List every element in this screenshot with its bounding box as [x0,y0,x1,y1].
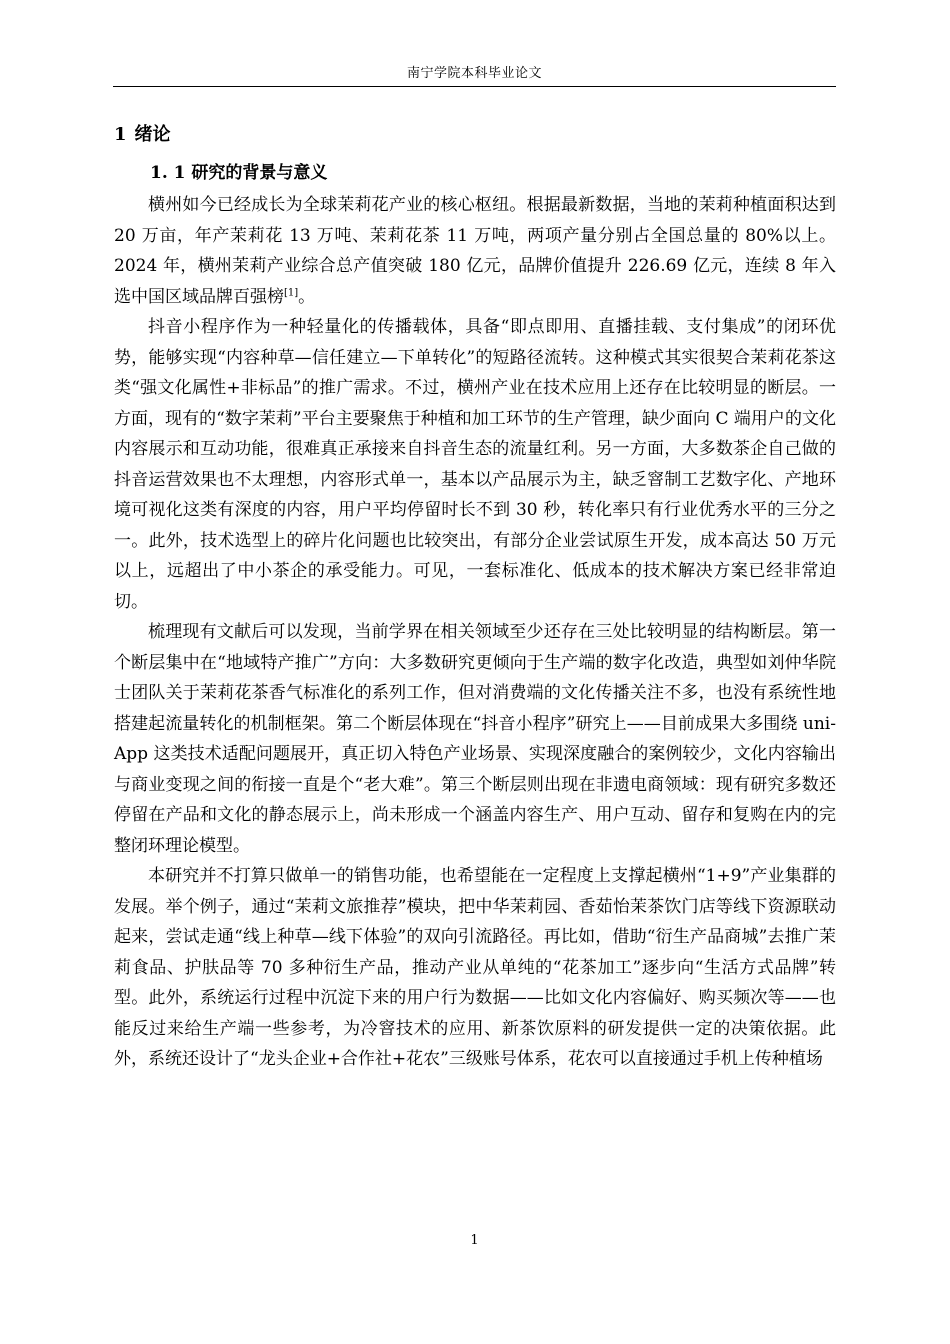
chapter-heading [114,118,836,152]
citation-ref[interactable]: [1] [284,286,299,298]
section-heading: 1. 1 研究的背景与意义 [150,163,328,183]
chapter-title: 绪论 [134,124,171,145]
body-paragraph-3: 梳理现有文献后可以发现，当前学界在相关领域至少还存在三处比较明显的结构断层。第一个断层集中在“地域特产推广”方向：大多数研究更倾向于生产端的数字化改造，典型如刘仲华院士团队关于茉莉花茶香气标准化的系列工作，但对消费端的文化传播关注不多，也没有系统性地搭建起流量转化的机制框架。第二个断层体现在“抖音小程序”研究上——目前成果大多围绕 uni-App 这类技术适配问题展开，真正切入特色产业场景、实现深度融合的案例较少，文化内容输出与商业变现之间的衔接一直是个“老大难”。第三个断层则出现在非遗电商领域：现有研究多数还停留在产品和文化的静态展示上，尚未形成一个涵盖内容生产、用户互动、留存和复购在内的完整闭环理论模型。 [114,622,836,856]
body-paragraph-2: 抖音小程序作为一种轻量化的传播载体，具备“即点即用、直播挂载、支付集成”的闭环优势，能够实现“内容种草—信任建立—下单转化”的短路径流转。这种模式其实很契合茉莉花茶这类“强文化属性+非标品”的推广需求。不过，横州产业在技术应用上还存在比较明显的断层。一方面，现有的“数字茉莉”平台主要聚焦于种植和加工环节的生产管理，缺少面向 C 端用户的文化内容展示和互动功能，很难真正承接来自抖音生态的流量红利。另一方面，大多数茶企自己做的抖音运营效果也不太理想，内容形式单一，基本以产品展示为主，缺乏窨制工艺数字化、产地环境可视化这类有深度的内容，用户平均停留时长不到 30 秒，转化率只有行业优秀水平的三分之一。此外，技术选型上的碎片化问题也比较突出，有部分企业尝试原生开发，成本高达 50 万元以上，远超出了中小茶企的承受能力。可见，一套标准化、低成本的技术解决方案已经非常迫切。 [114,317,836,612]
paragraph-tail: 。 [298,286,316,307]
header-rule [113,86,836,87]
body-paragraph-4: 本研究并不打算只做单一的销售功能，也希望能在一定程度上支撑起横州“1+9”产业集群的发展。举个例子，通过“茉莉文旅推荐”模块，把中华茉莉园、香茹怡茉茶饮门店等线下资源联动起来，尝试走通“线上种草—线下体验”的双向引流路径。再比如，借助“衍生产品商城”去推广茉莉食品、护肤品等 70 多种衍生产品，推动产业从单纯的“花茶加工”逐步向“生活方式品牌”转型。此外，系统运行过程中沉淀下来的用户行为数据——比如文化内容偏好、购买频次等——也能反过来给生产端一些参考，为冷窨技术的应用、新茶饮原料的研发提供一定的决策依据。此外，系统还设计了“龙头企业+合作社+花农”三级账号体系，花农可以直接通过手机上传种植场 [114,866,836,1069]
running-header: 南宁学院本科毕业论文 [406,66,542,81]
page-body [114,118,836,1075]
body-paragraph-1 [114,190,836,312]
chapter-number: 1 [114,124,127,145]
page-number: 1 [470,1233,479,1248]
paragraph-text: 横州如今已经成长为全球茉莉花产业的核心枢纽。根据最新数据，当地的茉莉种植面积达到 20 万亩，年产茉莉花 13 万吨、茉莉花茶 11 万吨，两项产量分别占全国总量的 80%以上。2024 年，横州茉莉产业综合总产值突破 180 亿元，品牌价值提升 226.69 亿元，连续 8 年入选中国区域品牌百强榜 [114,195,836,307]
